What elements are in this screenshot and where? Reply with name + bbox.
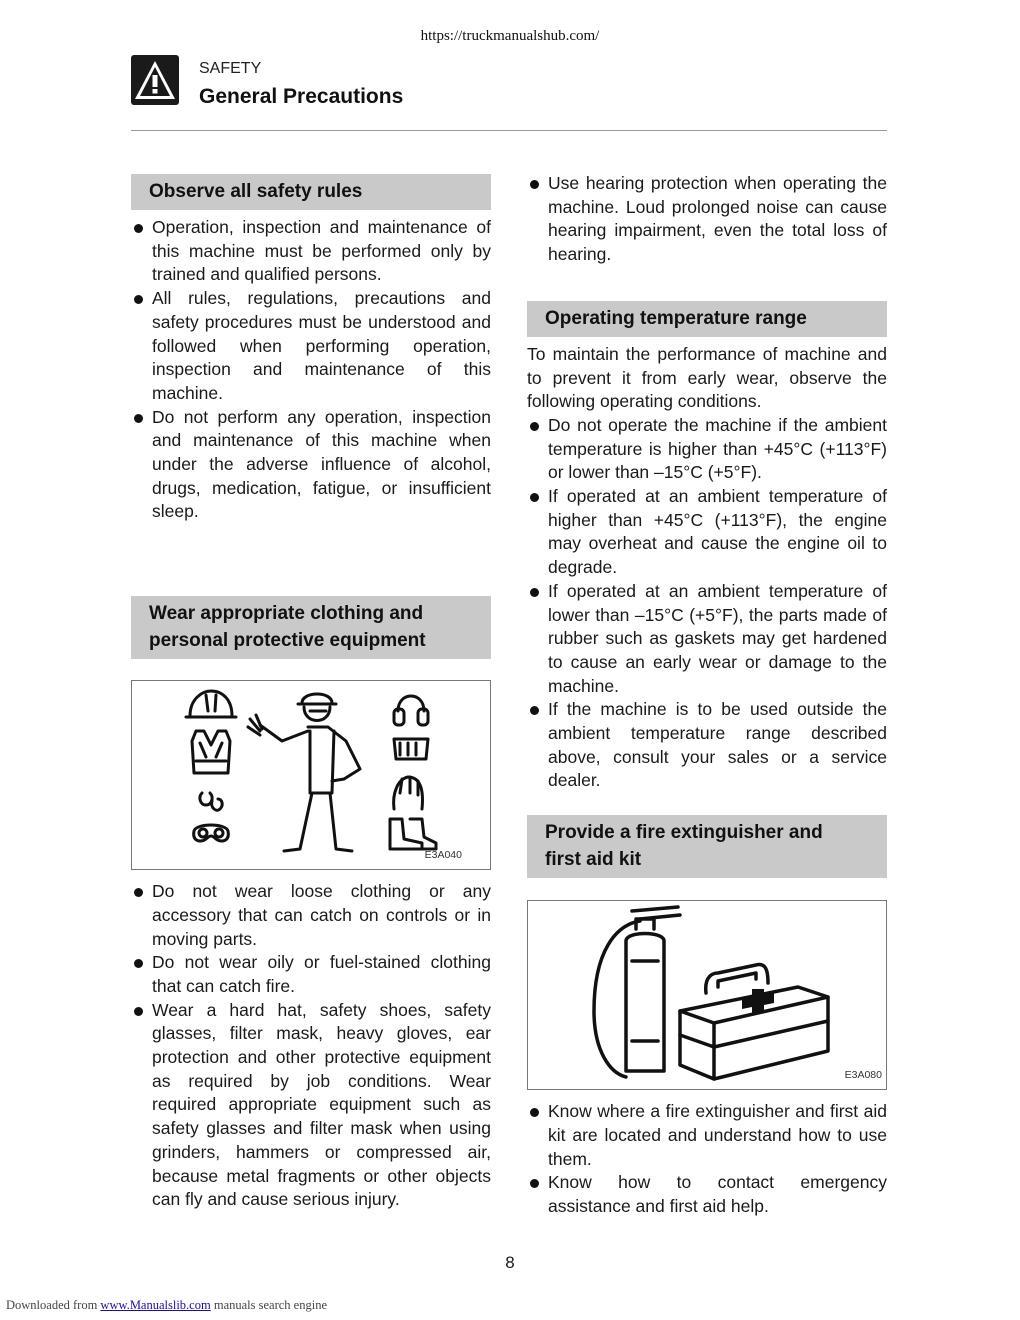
temperature-list	[527, 414, 887, 793]
footer	[6, 1298, 327, 1313]
first-aid-kit-icon	[680, 965, 828, 1079]
goggles-icon	[194, 825, 229, 841]
list-item: Use hearing protection when operating the machine. Loud prolonged noise can cause hearing impairment, even the total loss of hearing.	[527, 172, 887, 267]
hard-hat-icon	[186, 691, 236, 717]
source-url: https://truckmanualshub.com/	[420, 28, 600, 44]
figure-code: E3A080	[844, 1069, 882, 1082]
hearing-list	[527, 172, 887, 267]
fire-kit-figure	[527, 900, 887, 1090]
right-column	[527, 172, 887, 1219]
heading-clothing-line1: Wear appropriate clothing and	[149, 603, 424, 625]
header-divider	[131, 130, 887, 131]
list-item: Operation, inspection and maintenance of this machine must be performed only by trained and qualified persons.	[131, 216, 491, 287]
list-item: Do not perform any operation, inspection and maintenance of this machine when under the adverse influence of alcohol, drugs, medication, fatigue, or insufficient sleep.	[131, 406, 491, 525]
heading-fire-line2: first aid kit	[545, 849, 642, 871]
fire-extinguisher-icon	[594, 907, 680, 1077]
worker-figure-icon	[248, 694, 360, 851]
list-item: If operated at an ambient temperature of lower than –15°C (+5°F), the parts made of rubber such as gaskets may get hardened to cause an early wear or damage to the machine.	[527, 580, 887, 699]
safety-vest-icon	[192, 731, 230, 773]
figure-code: E3A040	[424, 849, 462, 862]
list-item: All rules, regulations, precautions and safety procedures must be understood and followed when performing operation, inspection and maintenance of this machine.	[131, 287, 491, 406]
gloves-icon	[394, 777, 423, 809]
heading-clothing-line2: personal protective equipment	[149, 630, 426, 652]
ear-muffs-icon	[394, 696, 428, 725]
list-item: If operated at an ambient temperature of higher than +45°C (+113°F), the engine may overheat and cause the engine oil to degrade.	[527, 485, 887, 580]
footer-prefix: Downloaded from	[6, 1298, 98, 1312]
fire-kit-illustration	[528, 901, 886, 1087]
list-item: Know where a fire extinguisher and first aid kit are located and understand how to use them.	[527, 1100, 887, 1171]
fire-list	[527, 1100, 887, 1219]
heading-fire-line1: Provide a fire extinguisher and	[545, 822, 823, 844]
left-column	[131, 174, 491, 1212]
warning-triangle-icon	[131, 55, 179, 105]
filter-mask-icon	[394, 739, 428, 759]
page-title: General Precautions	[199, 85, 404, 108]
temperature-intro: To maintain the performance of machine and to prevent it from early wear, observe the following operating conditions.	[527, 343, 887, 412]
safety-rules-list	[131, 216, 491, 524]
heading-fire	[527, 815, 887, 878]
ear-plugs-icon	[200, 793, 222, 810]
footer-link[interactable]: www.Manualslib.com	[100, 1298, 211, 1312]
footer-suffix: manuals search engine	[213, 1298, 327, 1312]
ppe-illustration	[132, 681, 490, 867]
ppe-figure	[131, 680, 491, 870]
clothing-list	[131, 880, 491, 1212]
section-label: SAFETY	[199, 60, 262, 77]
list-item: Do not wear oily or fuel-stained clothing that can catch fire.	[131, 951, 491, 998]
list-item: Know how to contact emergency assistance and first aid help.	[527, 1171, 887, 1218]
heading-clothing	[131, 596, 491, 659]
list-item: Do not operate the machine if the ambient temperature is higher than +45°C (+113°F) or lower than –15°C (+5°F).	[527, 414, 887, 485]
list-item: Wear a hard hat, safety shoes, safety glasses, filter mask, heavy gloves, ear protection and other protective equipment as required by job conditions. Wear required appropriate equipment such as safety glasses and filter mask when using grinders, hammers or compressed air, because metal fragments or other objects can fly and cause serious injury.	[131, 999, 491, 1212]
heading-safety-rules: Observe all safety rules	[131, 174, 491, 210]
page-number: 8	[505, 1253, 515, 1272]
heading-temperature: Operating temperature range	[527, 301, 887, 337]
list-item: If the machine is to be used outside the ambient temperature range described above, consult your sales or a service dealer.	[527, 698, 887, 793]
list-item: Do not wear loose clothing or any accessory that can catch on controls or in moving parts.	[131, 880, 491, 951]
